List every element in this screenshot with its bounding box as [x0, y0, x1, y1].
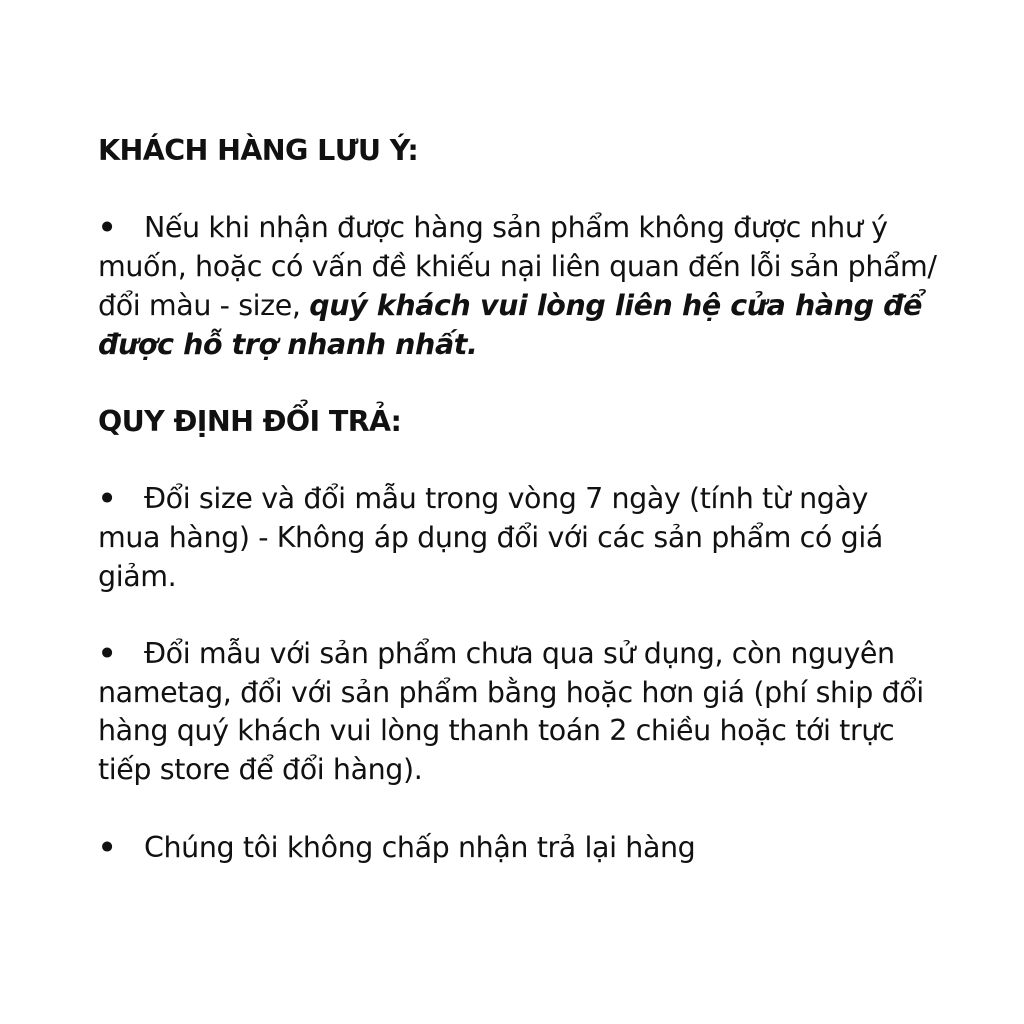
policy-item-2	[98, 635, 938, 790]
bullet-icon: •	[98, 637, 116, 671]
policy-item-text: Đổi size và đổi mẫu trong vòng 7 ngày (tính từ ngày mua hàng) - Không áp dụng đổi với các sản phẩm có giá giảm.	[98, 482, 883, 593]
notice-item-text: Nếu khi nhận được hàng sản phẩm không được như ý muốn, hoặc có vấn đề khiếu nại liên quan đến lỗi sản phẩm/ đổi màu - size,	[98, 211, 937, 322]
policy-item-text: Chúng tôi không chấp nhận trả lại hàng	[144, 830, 696, 864]
policy-heading: QUY ĐỊNH ĐỔI TRẢ:	[98, 404, 402, 438]
policy-item-text: Đổi mẫu với sản phẩm chưa qua sử dụng, còn nguyên nametag, đổi với sản phẩm bằng hoặc hơn giá (phí ship đổi hàng quý khách vui lòng thanh toán 2 chiều hoặc tới trực tiếp store để đổi hàng).	[98, 637, 924, 787]
bullet-icon: •	[98, 482, 116, 516]
spacer	[98, 596, 938, 635]
spacer	[98, 364, 938, 403]
policy-item-3	[98, 829, 938, 868]
spacer	[98, 442, 938, 481]
spacer	[98, 790, 938, 829]
policy-document	[98, 132, 938, 867]
notice-heading: KHÁCH HÀNG LƯU Ý:	[98, 134, 419, 167]
policy-item-1	[98, 480, 938, 596]
notice-item	[98, 209, 938, 364]
bullet-icon: •	[98, 211, 116, 245]
notice-item-emphasis: quý khách vui lòng liên hệ cửa hàng để được hỗ trợ nhanh nhất.	[98, 288, 923, 361]
bullet-icon: •	[98, 830, 116, 864]
spacer	[98, 171, 938, 210]
